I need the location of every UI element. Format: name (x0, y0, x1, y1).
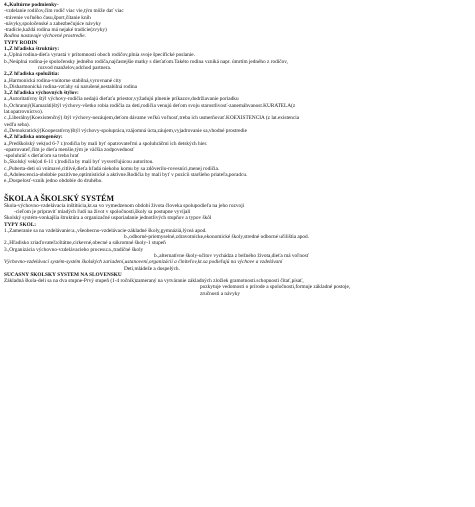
text-line: Rodina nastavuje výchovné prostredie. (4, 33, 86, 40)
text-line: -cieľom je pripraviť mladých ľudí na život v spoločnosti,školy sa postupne vyvíjali (14, 208, 191, 215)
school-types-heading: TYPY ŠKÔL: (4, 221, 37, 228)
list-item: 2.,Hľadisko zriaďovateľa:štátne,cirkevné,obecné a súkromné školy-1 stupeň (4, 240, 166, 247)
list-item: b.,alternatívne školy-učitov vychádza z bežného života,dieťa má voľnosť (154, 252, 309, 259)
list-item: b.,Neúplná rodina-je spoločensky jedného rodiča,najčastejšie matky s dieťaťom.Takéto rodina vzniká napr. úmrtím jedného z rodičov, (4, 58, 288, 65)
list-item: rozvod manželov,odchod partnera. (38, 64, 112, 71)
list-item: c.,Liberálny(Koexistenčný) štýl výchovy-nezáujem,deťom dávame veľkú voľnosť,treba ich usmerňovať.KOEXISTENCIA (z lat.existencia (4, 115, 300, 122)
list-item: d.,Adolescencia-obdobie pozitívne,optimistické a aktívne.Rodičia by mali byť v pozícii staršieho priateľa,poradcu. (4, 172, 248, 179)
school-system-title: ŠKOLA A ŠKOLSKÝ SYSTÉM (4, 193, 115, 203)
list-item: a.,Autoritatívny štýl výchovy-rodičia nedajú dieťaťu priestor,vyžadujú plnenie príkazov,dodržiavanie poriadku (4, 96, 239, 103)
list-item: lat.opatrovníctvo). (4, 109, 44, 116)
text-line: Škola-výchovno-vzdelávacia inštitúcia,kt.sa vo vymedzenom období života človeka spolupodieľa na jeho rozvoji (4, 202, 245, 209)
list-item: 3.,Organizácia výchovno-vzdelávacieho procesu:a.,tradičné školy (4, 246, 144, 253)
list-item: b.,Školský vek(od 6-11 r.)rodičia by mali byť vysvetľujúcou autoritou. (4, 159, 154, 166)
list-item: e.,Dospelosť-vznik jedno obdobie do druhého. (4, 178, 103, 185)
list-item: b.,Ochranný(Kamaráti)štýl výchovy-všetko robia rodičia za deti,rodičia venujú deťom svoju starostlivosť-zanemáhvanost.KURATELA(z (4, 102, 296, 109)
list-item: 1.,Zameranie sa na vzdelávanie:a.,všeobecno-vzdelávacie-základné školy,gymnáziá,lýceá apod. (4, 227, 207, 234)
text-line: Výchovno-vzdelávací systém-systém školských zariadení,ustanovení,organizácií a činiteľov,kt.sa podieľajú na výchove a vzdelávaní (4, 259, 283, 266)
list-item: vedľa seba). (4, 121, 30, 128)
section-title: 4.,Z hľadiska ontogenézy: (4, 134, 63, 141)
list-item: b.,odborné-priemyselné,zdravotnícke,ekonomické školy,stredné odborné učilištia apod. (124, 234, 309, 241)
section-title: 2.,Z hľadiska spolužitia: (4, 71, 60, 78)
list-item: -opatrovateľ,čím je dieťa menšie,tým je väčšia zodpovednosť (4, 146, 135, 153)
text-line: -trávenie voľného času,šport,čítanie kníh (4, 14, 91, 21)
list-item: -spoluhráč s dieťaťom sa treba hrať (4, 153, 80, 160)
text-line: zručnosti a návyky (200, 290, 241, 297)
text-line: -návyky,spoločenské a zabezbečujúce návyky (4, 20, 102, 27)
text-line: -tradície,každá rodina má nejaké tradície(zvyky) (4, 27, 107, 34)
current-system-heading: SÚČASNÝ ŠKOLSKÝ SYSTÉM NA SLOVENSKU (4, 271, 122, 278)
list-item: c.,Puberta-deti sú vnímavé,citlivé,dieťa hľadá niekoho komu by sa zdôverilo-rovesníci,menej rodičia. (4, 165, 220, 172)
family-types-heading: TYPY RODÍN (4, 39, 38, 46)
text-line: Základná škola-deli sa na dva stupne-Prvý stupeň (1-4 ročník)zameraný na vytváranie základných zložiek gramotnosti.schopnosti čítať,písať, (4, 278, 304, 285)
text-line: pozkytuje vedomosti o prírode a spoločnosti,formuje základné postoje, (200, 284, 351, 291)
list-item: d.,Demokratický(Kooperatívny)štýl výchovy-spolupráca,vzájomná úcta,záujem,vyjadrovanie sa,vhodné prostredie (4, 127, 247, 134)
text-line: -vzdelanie rodičov,čím rodič viac vie,tým môže dať viac (4, 8, 124, 15)
list-item: a.,Predškolský vek(od 6-7 r.)rodičia by mali byť opatrovateľmi a spoluhráčmi ich detských hier. (4, 140, 208, 147)
text-line: Školský systém-vonkajšia štruktúra a organizačné usporiadanie jednotlivých stupňov a typov škôl (4, 215, 212, 222)
list-item: b.,Disharmonická rodina-vzťahy sú narušené,nestabilná rodina (4, 83, 138, 90)
section-gap (4, 185, 471, 194)
cultural-conditions-heading: 4.,Kultúrne podmienky- (4, 2, 59, 8)
text-line: Deti,mládeže a dospelých. (124, 265, 180, 272)
section-title: 1.,Z hľadiska štruktúry: (4, 46, 60, 53)
list-item: a.,Harmonická rodina-vnútorne stabilná,vyrovnané city (4, 77, 122, 84)
section-title: 3.,Z hľadiska výchovných štýlov: (4, 90, 79, 97)
list-item: a.,Úplná rodina-dieťa vyrastá v prítomnosti oboch rodičov,plnia svoje špecifické poslanie. (4, 52, 195, 59)
